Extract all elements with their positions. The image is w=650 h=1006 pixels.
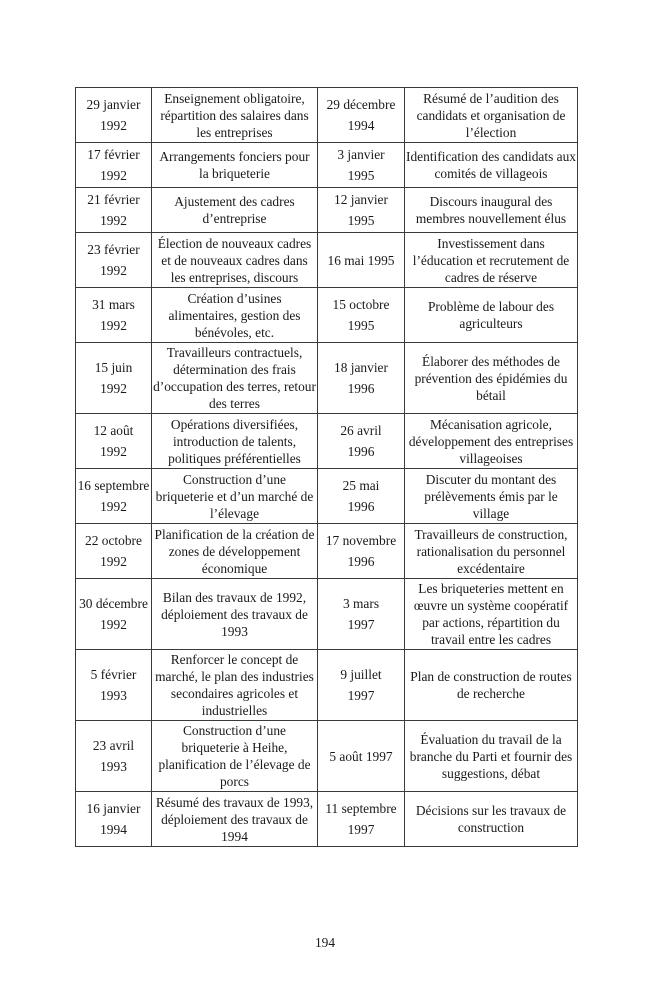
meeting-date-second	[318, 233, 405, 288]
meeting-date-first-line: 1992	[100, 168, 127, 183]
meeting-topic-first: Renforcer le concept de marché, le plan des industries secondaires agricoles et industrielles	[152, 650, 318, 721]
meeting-topic-second: Discuter du montant des prélèvements émis par le village	[405, 469, 578, 524]
meeting-date-first-line: 16 septembre	[77, 478, 150, 493]
meeting-date-second-line: 1996	[347, 499, 375, 514]
meeting-date-second-line: 3 janvier	[337, 147, 385, 162]
meeting-date-first-line: 15 juin	[94, 360, 133, 375]
meeting-date-first-line: 1994	[100, 822, 127, 837]
meeting-topic-second: Travailleurs de construction, rationalisation du personnel excédentaire	[405, 524, 578, 579]
table-row	[76, 792, 578, 847]
meeting-topic-second: Les briqueteries mettent en œuvre un système coopératif par actions, répartition du travail entre les cadres	[405, 579, 578, 650]
meeting-date-first-line: 29 janvier	[86, 97, 141, 112]
meeting-date-first	[76, 143, 152, 188]
meeting-date-first-line: 31 mars	[92, 297, 135, 312]
meeting-date-first-line: 12 août	[93, 423, 134, 438]
table-row	[76, 88, 578, 143]
meeting-date-first-line: 22 octobre	[85, 533, 142, 548]
meeting-date-first	[76, 579, 152, 650]
meeting-topic-second: Problème de labour des agriculteurs	[405, 288, 578, 343]
meeting-date-second-line: 15 octobre	[332, 297, 390, 312]
meeting-date-second-line: 17 novembre	[325, 533, 397, 548]
meeting-date-second-line: 9 juillet	[340, 667, 382, 682]
meeting-date-second	[318, 792, 405, 847]
meeting-date-second	[318, 721, 405, 792]
meeting-date-second	[318, 143, 405, 188]
meeting-topic-first: Bilan des travaux de 1992, déploiement des travaux de 1993	[152, 579, 318, 650]
meeting-date-second-line: 1997	[347, 617, 375, 632]
meeting-date-first	[76, 721, 152, 792]
table-row	[76, 579, 578, 650]
meeting-date-second-line: 1995	[347, 168, 375, 183]
meeting-topic-second: Mécanisation agricole, développement des entreprises villageoises	[405, 414, 578, 469]
meeting-date-first	[76, 343, 152, 414]
meeting-topic-first: Résumé des travaux de 1993, déploiement des travaux de 1994	[152, 792, 318, 847]
meeting-topic-second: Décisions sur les travaux de construction	[405, 792, 578, 847]
meeting-date-second-line: 3 mars	[342, 596, 380, 611]
meeting-date-second-line: 1994	[347, 118, 375, 133]
meeting-topic-second: Plan de construction de routes de recherche	[405, 650, 578, 721]
meeting-topic-first: Planification de la création de zones de développement économique	[152, 524, 318, 579]
table-row	[76, 143, 578, 188]
meeting-topic-second: Investissement dans l’éducation et recrutement de cadres de réserve	[405, 233, 578, 288]
table-row	[76, 343, 578, 414]
meeting-date-first-line: 1992	[100, 381, 127, 396]
meeting-topic-second: Discours inaugural des membres nouvellement élus	[405, 188, 578, 233]
meeting-topic-first: Travailleurs contractuels, détermination des frais d’occupation des terres, retour des terres	[152, 343, 318, 414]
meeting-date-second-line: 16 mai 1995	[327, 252, 395, 268]
meeting-date-second-line: 11 septembre	[325, 801, 397, 816]
meeting-date-second-line: 1996	[347, 444, 375, 459]
meeting-date-first-line: 1992	[100, 118, 127, 133]
table-row	[76, 414, 578, 469]
meeting-date-first	[76, 414, 152, 469]
meeting-date-second	[318, 469, 405, 524]
meeting-date-second-line: 1996	[347, 554, 375, 569]
meeting-date-second	[318, 650, 405, 721]
meeting-topic-first: Enseignement obligatoire, répartition des salaires dans les entreprises	[152, 88, 318, 143]
meeting-date-second	[318, 88, 405, 143]
meeting-date-second-line: 12 janvier	[334, 192, 388, 207]
table-row	[76, 188, 578, 233]
meeting-topic-second: Identification des candidats aux comités de villageois	[405, 143, 578, 188]
meeting-date-first-line: 16 janvier	[86, 801, 141, 816]
meeting-date-second	[318, 288, 405, 343]
meeting-date-second	[318, 524, 405, 579]
meeting-date-second-line: 1996	[347, 381, 375, 396]
meeting-date-second-line: 1997	[347, 688, 375, 703]
meeting-date-first-line: 1992	[100, 263, 127, 278]
meeting-date-second-line: 29 décembre	[326, 97, 396, 112]
page-number: 194	[314, 935, 336, 950]
table-row	[76, 721, 578, 792]
meeting-date-second-line: 1997	[347, 822, 375, 837]
meeting-date-first-line: 30 décembre	[79, 596, 148, 611]
meeting-topic-second: Résumé de l’audition des candidats et organisation de l’élection	[405, 88, 578, 143]
meeting-date-second-line: 18 janvier	[334, 360, 388, 375]
meeting-date-first	[76, 469, 152, 524]
schedule-table-body	[76, 88, 578, 847]
meeting-date-first-line: 1992	[100, 213, 127, 228]
meeting-topic-first: Construction d’une briqueterie à Heihe, planification de l’élevage de porcs	[152, 721, 318, 792]
meeting-date-first-line: 1992	[100, 444, 127, 459]
meeting-date-first-line: 1993	[100, 759, 127, 774]
table-row	[76, 650, 578, 721]
meeting-topic-first: Élection de nouveaux cadres et de nouveaux cadres dans les entreprises, discours	[152, 233, 318, 288]
meeting-date-second	[318, 579, 405, 650]
meeting-date-first-line: 21 février	[87, 192, 140, 207]
meeting-date-first	[76, 524, 152, 579]
meeting-date-second	[318, 188, 405, 233]
meeting-date-first	[76, 288, 152, 343]
meeting-schedule-table	[75, 87, 578, 847]
meeting-date-first-line: 23 avril	[92, 738, 135, 753]
meeting-topic-first: Création d’usines alimentaires, gestion des bénévoles, etc.	[152, 288, 318, 343]
meeting-date-second-line: 5 août 1997	[329, 748, 393, 764]
meeting-date-first-line: 1992	[100, 554, 127, 569]
table-row	[76, 469, 578, 524]
table-row	[76, 288, 578, 343]
meeting-topic-first: Construction d’une briqueterie et d’un marché de l’élevage	[152, 469, 318, 524]
meeting-date-first-line: 5 février	[90, 667, 137, 682]
meeting-date-first	[76, 792, 152, 847]
meeting-date-first	[76, 188, 152, 233]
meeting-date-first-line: 17 février	[87, 147, 140, 162]
meeting-date-second	[318, 343, 405, 414]
meeting-topic-first: Ajustement des cadres d’entreprise	[152, 188, 318, 233]
meeting-date-first-line: 1992	[100, 318, 127, 333]
meeting-date-second-line: 25 mai	[342, 478, 380, 493]
meeting-date-first-line: 1992	[100, 617, 127, 632]
meeting-topic-second: Évaluation du travail de la branche du Parti et fournir des suggestions, débat	[405, 721, 578, 792]
table-row	[76, 524, 578, 579]
meeting-topic-second: Élaborer des méthodes de prévention des épidémies du bétail	[405, 343, 578, 414]
meeting-date-second-line: 26 avril	[340, 423, 382, 438]
meeting-date-first	[76, 233, 152, 288]
table-row	[76, 233, 578, 288]
meeting-date-first	[76, 88, 152, 143]
meeting-date-first	[76, 650, 152, 721]
meeting-date-first-line: 23 février	[87, 242, 140, 257]
meeting-date-second-line: 1995	[347, 213, 375, 228]
meeting-date-second	[318, 414, 405, 469]
meeting-topic-first: Arrangements fonciers pour la briqueterie	[152, 143, 318, 188]
meeting-topic-first: Opérations diversifiées, introduction de talents, politiques préférentielles	[152, 414, 318, 469]
meeting-date-first-line: 1993	[100, 688, 127, 703]
meeting-date-first-line: 1992	[100, 499, 127, 514]
meeting-date-second-line: 1995	[347, 318, 375, 333]
